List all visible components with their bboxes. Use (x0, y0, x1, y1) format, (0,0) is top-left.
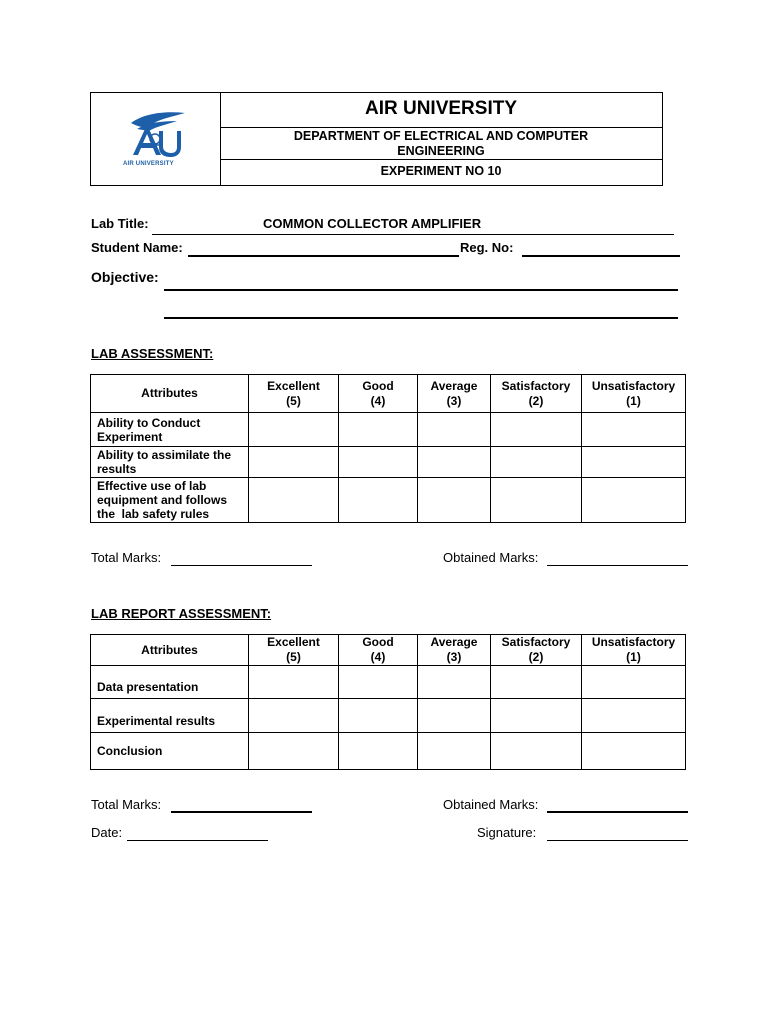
col-unsatisfactory: Unsatisfactory (1) (582, 635, 686, 666)
row-label: Effective use of lab equipment and follows the lab safety rules (91, 478, 249, 523)
col-good: Good (4) (339, 375, 418, 413)
air-university-logo-icon (125, 109, 189, 161)
objective-label: Objective: (91, 269, 159, 285)
row-label: Ability to assimilate the results (91, 447, 249, 478)
table-header-row (91, 635, 686, 666)
col-good: Good (4) (339, 635, 418, 666)
logo-cell (91, 93, 221, 185)
signature-field[interactable] (547, 825, 688, 841)
col-average: Average (3) (418, 375, 491, 413)
score-cell[interactable] (491, 699, 582, 733)
total-marks-field[interactable] (171, 550, 312, 566)
score-cell[interactable] (339, 413, 418, 447)
lab-title-field[interactable] (152, 216, 674, 235)
reg-no-label: Reg. No: (460, 240, 514, 255)
obtained-marks-field[interactable] (547, 550, 688, 566)
score-cell[interactable] (582, 478, 686, 523)
report-obtained-marks-label: Obtained Marks: (443, 797, 539, 812)
university-title: AIR UNIVERSITY (220, 93, 662, 128)
student-name-field[interactable] (188, 240, 459, 257)
score-cell[interactable] (339, 733, 418, 770)
attributes-header: Attributes (91, 635, 249, 666)
row-label: Data presentation (91, 666, 249, 699)
col-unsatisfactory: Unsatisfactory (1) (582, 375, 686, 413)
col-average: Average (3) (418, 635, 491, 666)
score-cell[interactable] (582, 666, 686, 699)
score-cell[interactable] (249, 447, 339, 478)
score-cell[interactable] (249, 413, 339, 447)
score-cell[interactable] (249, 666, 339, 699)
experiment-number: EXPERIMENT NO 10 (380, 164, 502, 178)
table-row (91, 447, 686, 478)
signature-label: Signature: (477, 825, 537, 840)
row-label: Experimental results (91, 699, 249, 733)
lab-assessment-title: LAB ASSESSMENT: (91, 346, 214, 361)
objective-line-2[interactable] (164, 303, 678, 319)
department-text: DEPARTMENT OF ELECTRICAL AND COMPUTER ENGINEERING (293, 129, 589, 158)
header-box (90, 92, 663, 186)
col-excellent: Excellent (5) (249, 635, 339, 666)
score-cell[interactable] (491, 413, 582, 447)
logo-text: AIR UNIVERSITY (123, 161, 174, 167)
table-header-row (91, 375, 686, 413)
lab-title-value: COMMON COLLECTOR AMPLIFIER (263, 216, 482, 231)
score-cell[interactable] (491, 733, 582, 770)
department-title (220, 128, 662, 160)
score-cell[interactable] (582, 413, 686, 447)
date-field[interactable] (127, 825, 268, 841)
student-name-label: Student Name: (91, 240, 183, 255)
reg-no-field[interactable] (522, 240, 680, 257)
score-cell[interactable] (491, 478, 582, 523)
score-cell[interactable] (418, 447, 491, 478)
score-cell[interactable] (418, 699, 491, 733)
score-cell[interactable] (582, 699, 686, 733)
score-cell[interactable] (249, 478, 339, 523)
report-assessment-table (90, 634, 686, 770)
total-marks-label: Total Marks: (91, 550, 162, 565)
lab-assessment-table (90, 374, 686, 523)
report-total-marks-label: Total Marks: (91, 797, 162, 812)
col-satisfactory: Satisfactory (2) (491, 635, 582, 666)
score-cell[interactable] (339, 478, 418, 523)
score-cell[interactable] (339, 699, 418, 733)
lab-title-label: Lab Title: (91, 216, 149, 231)
score-cell[interactable] (249, 733, 339, 770)
score-cell[interactable] (339, 447, 418, 478)
score-cell[interactable] (491, 666, 582, 699)
score-cell[interactable] (491, 447, 582, 478)
col-satisfactory: Satisfactory (2) (491, 375, 582, 413)
table-row (91, 413, 686, 447)
score-cell[interactable] (418, 666, 491, 699)
table-row (91, 733, 686, 770)
attributes-header: Attributes (91, 375, 249, 413)
score-cell[interactable] (418, 413, 491, 447)
report-obtained-marks-field[interactable] (547, 797, 688, 813)
row-label: Ability to Conduct Experiment (91, 413, 249, 447)
row-label: Conclusion (91, 733, 249, 770)
table-row (91, 478, 686, 523)
score-cell[interactable] (582, 733, 686, 770)
objective-line-1[interactable] (164, 275, 678, 291)
date-label: Date: (91, 825, 123, 840)
table-row (91, 666, 686, 699)
report-assessment-title: LAB REPORT ASSESSMENT: (91, 606, 272, 621)
col-excellent: Excellent (5) (249, 375, 339, 413)
score-cell[interactable] (339, 666, 418, 699)
obtained-marks-label: Obtained Marks: (443, 550, 539, 565)
score-cell[interactable] (582, 447, 686, 478)
score-cell[interactable] (249, 699, 339, 733)
score-cell[interactable] (418, 478, 491, 523)
table-row (91, 699, 686, 733)
score-cell[interactable] (418, 733, 491, 770)
report-total-marks-field[interactable] (171, 797, 312, 813)
